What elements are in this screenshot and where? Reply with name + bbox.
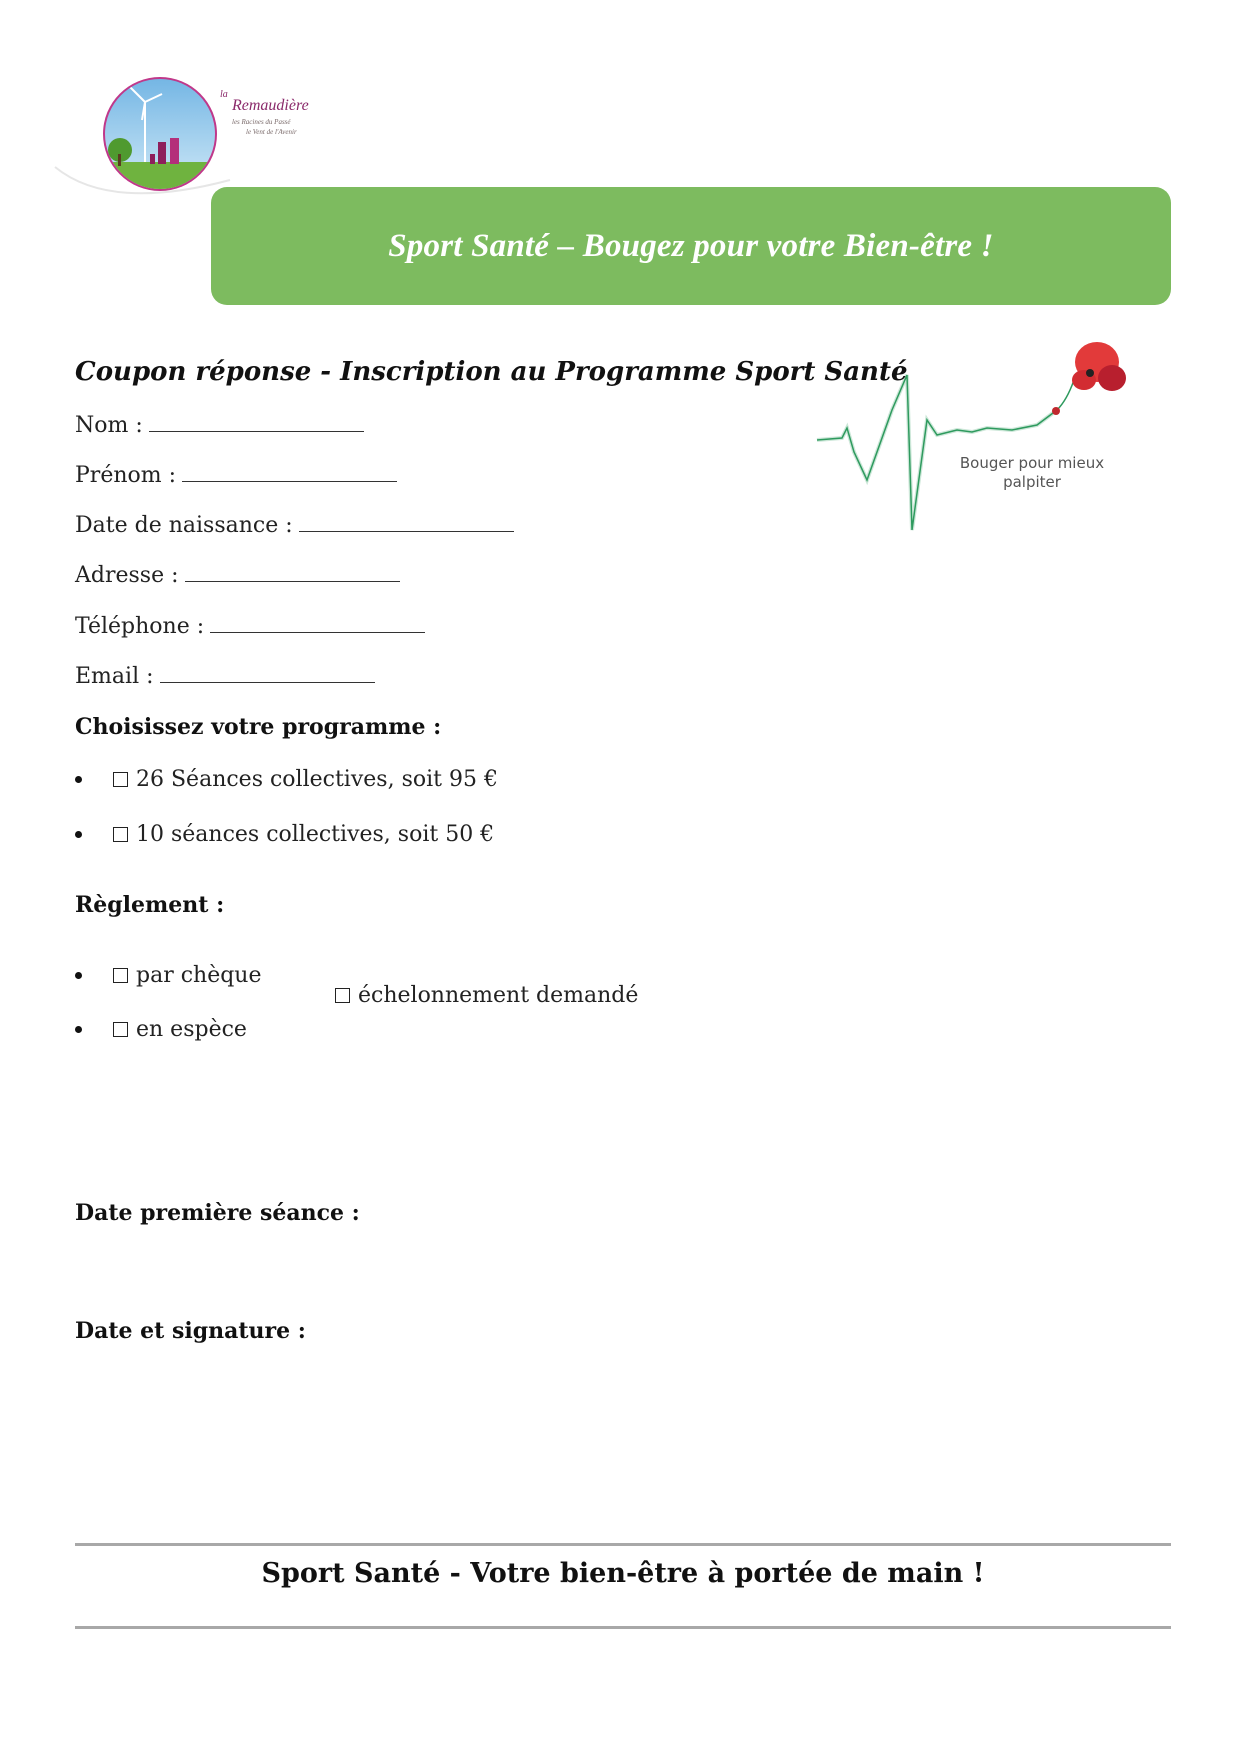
field-date-naissance[interactable] [75,513,514,538]
coupon-title: Coupon réponse - Inscription au Programme Sport Santé [75,357,908,387]
field-label: Nom : [75,413,143,438]
header-banner [211,187,1171,305]
checkbox-icon[interactable] [113,827,128,842]
heartbeat-tagline-1: Bouger pour mieux [959,454,1105,472]
field-prenom[interactable] [75,463,397,488]
bullet-icon [75,1026,82,1033]
field-email[interactable] [75,664,375,689]
option-label: 10 séances collectives, soit 50 € [136,822,495,847]
field-label: Prénom : [75,463,177,488]
field-label: Date de naissance : [75,513,293,538]
field-line[interactable] [210,631,425,633]
footer-rule-bottom [75,1626,1171,1629]
program-option-26[interactable] [75,767,498,792]
logo-name-prefix: la [220,89,228,100]
logo-subtitle-1: les Racines du Passé [232,118,291,126]
checkbox-icon[interactable] [335,988,350,1003]
footer-rule-top [75,1543,1171,1546]
field-line[interactable] [149,430,364,432]
checkbox-icon[interactable] [113,1022,128,1037]
field-line[interactable] [185,580,400,582]
field-label: Email : [75,664,154,689]
field-line[interactable] [182,480,397,482]
banner-title: Sport Santé – Bougez pour votre Bien-être ! [388,227,994,264]
logo-name: Remaudière [232,97,309,114]
ladybug-icon [1052,407,1060,415]
first-session-label: Date première séance : [75,1200,360,1226]
program-option-10[interactable] [75,822,494,847]
signature-label: Date et signature : [75,1318,306,1344]
field-label: Téléphone : [75,614,205,639]
checkbox-icon[interactable] [113,968,128,983]
payment-installments[interactable] [335,983,638,1008]
program-label: Choisissez votre programme : [75,714,442,740]
field-line[interactable] [299,530,514,532]
field-nom[interactable] [75,413,364,438]
option-label: en espèce [136,1017,247,1042]
heartbeat-tagline-2: palpiter [1003,473,1061,491]
payment-label: Règlement : [75,892,225,918]
field-adresse[interactable] [75,563,400,588]
payment-option-espece[interactable] [75,1017,247,1042]
payment-option-cheque[interactable] [75,963,262,988]
field-label: Adresse : [75,563,179,588]
option-label: par chèque [136,963,262,988]
logo-subtitle-2: le Vent de l'Avenir [246,128,297,136]
footer-slogan: Sport Santé - Votre bien-être à portée de main ! [261,1558,985,1589]
bullet-icon [75,972,82,979]
option-label: échelonnement demandé [358,983,639,1008]
bullet-icon [75,776,82,783]
field-line[interactable] [160,681,375,683]
option-label: 26 Séances collectives, soit 95 € [136,767,498,792]
bullet-icon [75,831,82,838]
field-telephone[interactable] [75,614,425,639]
checkbox-icon[interactable] [113,772,128,787]
